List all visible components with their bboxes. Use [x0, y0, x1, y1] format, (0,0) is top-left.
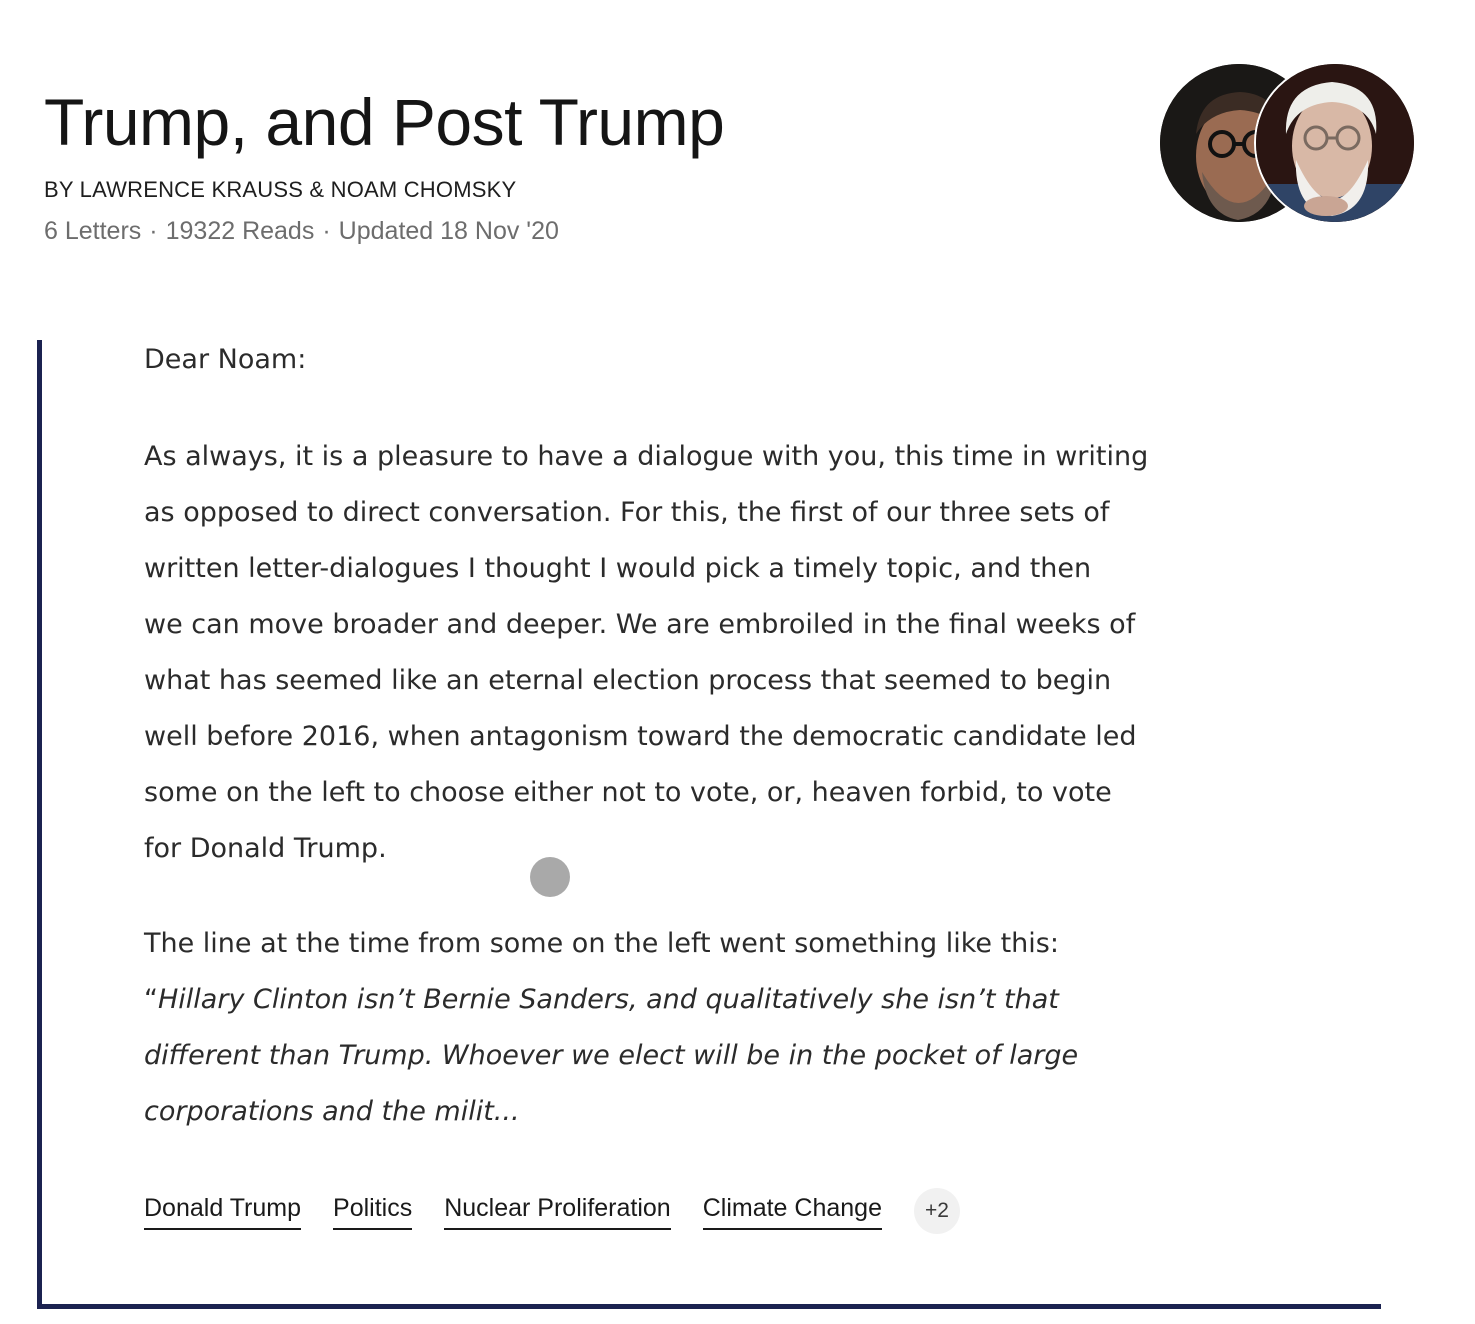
- author-avatars[interactable]: [1158, 62, 1416, 224]
- meta-separator: ·: [149, 217, 158, 245]
- paragraph-line: some on the left to choose either not to vote, or, heaven forbid, to vote: [144, 777, 1112, 808]
- paragraph-line: The line at the time from some on the left went something like this:: [144, 928, 1059, 959]
- more-tags-button[interactable]: +2: [914, 1188, 960, 1234]
- paragraph-line: for Donald Trump.: [144, 833, 387, 864]
- author-avatar-noam-chomsky-icon[interactable]: [1254, 62, 1416, 224]
- paragraph-line: what has seemed like an eternal election process that seemed to begin: [144, 665, 1112, 696]
- topic-tags: [144, 1188, 960, 1234]
- paragraph-line: we can move broader and deeper. We are embroiled in the final weeks of: [144, 609, 1136, 640]
- mouse-cursor-indicator: [530, 857, 570, 897]
- quote-text: Hillary Clinton isn’t Bernie Sanders, and qualitatively she isn’t that: [158, 984, 1059, 1015]
- paragraph-line: as opposed to direct conversation. For this, the first of our three sets of: [144, 497, 1110, 528]
- tag-politics[interactable]: Politics: [333, 1192, 412, 1230]
- letter-count: 6 Letters: [44, 217, 142, 245]
- page-title: Trump, and Post Trump: [44, 85, 725, 159]
- tag-nuclear-proliferation[interactable]: Nuclear Proliferation: [444, 1192, 671, 1230]
- letter-card[interactable]: [37, 340, 1381, 1309]
- letter-meta: [44, 215, 559, 247]
- quote-line: [144, 972, 1234, 1028]
- author-byline[interactable]: BY LAWRENCE KRAUSS & NOAM CHOMSKY: [44, 177, 517, 202]
- paragraph-line: well before 2016, when antagonism toward the democratic candidate led: [144, 721, 1137, 752]
- letter-paragraph-2: [144, 916, 1234, 1140]
- updated-date: Updated 18 Nov '20: [338, 217, 559, 245]
- read-count: 19322 Reads: [165, 217, 315, 245]
- quote-line: corporations and the milit...: [144, 1096, 520, 1127]
- paragraph-line: As always, it is a pleasure to have a dialogue with you, this time in writing: [144, 441, 1149, 472]
- quote-mark: “: [144, 984, 158, 1015]
- letter-salutation: Dear Noam:: [144, 344, 307, 375]
- tag-donald-trump[interactable]: Donald Trump: [144, 1192, 301, 1230]
- paragraph-line: written letter-dialogues I thought I would pick a timely topic, and then: [144, 553, 1092, 584]
- meta-separator: ·: [322, 217, 331, 245]
- letter-paragraph-1: [144, 429, 1234, 877]
- quote-line: different than Trump. Whoever we elect will be in the pocket of large: [144, 1040, 1079, 1071]
- tag-climate-change[interactable]: Climate Change: [703, 1192, 882, 1230]
